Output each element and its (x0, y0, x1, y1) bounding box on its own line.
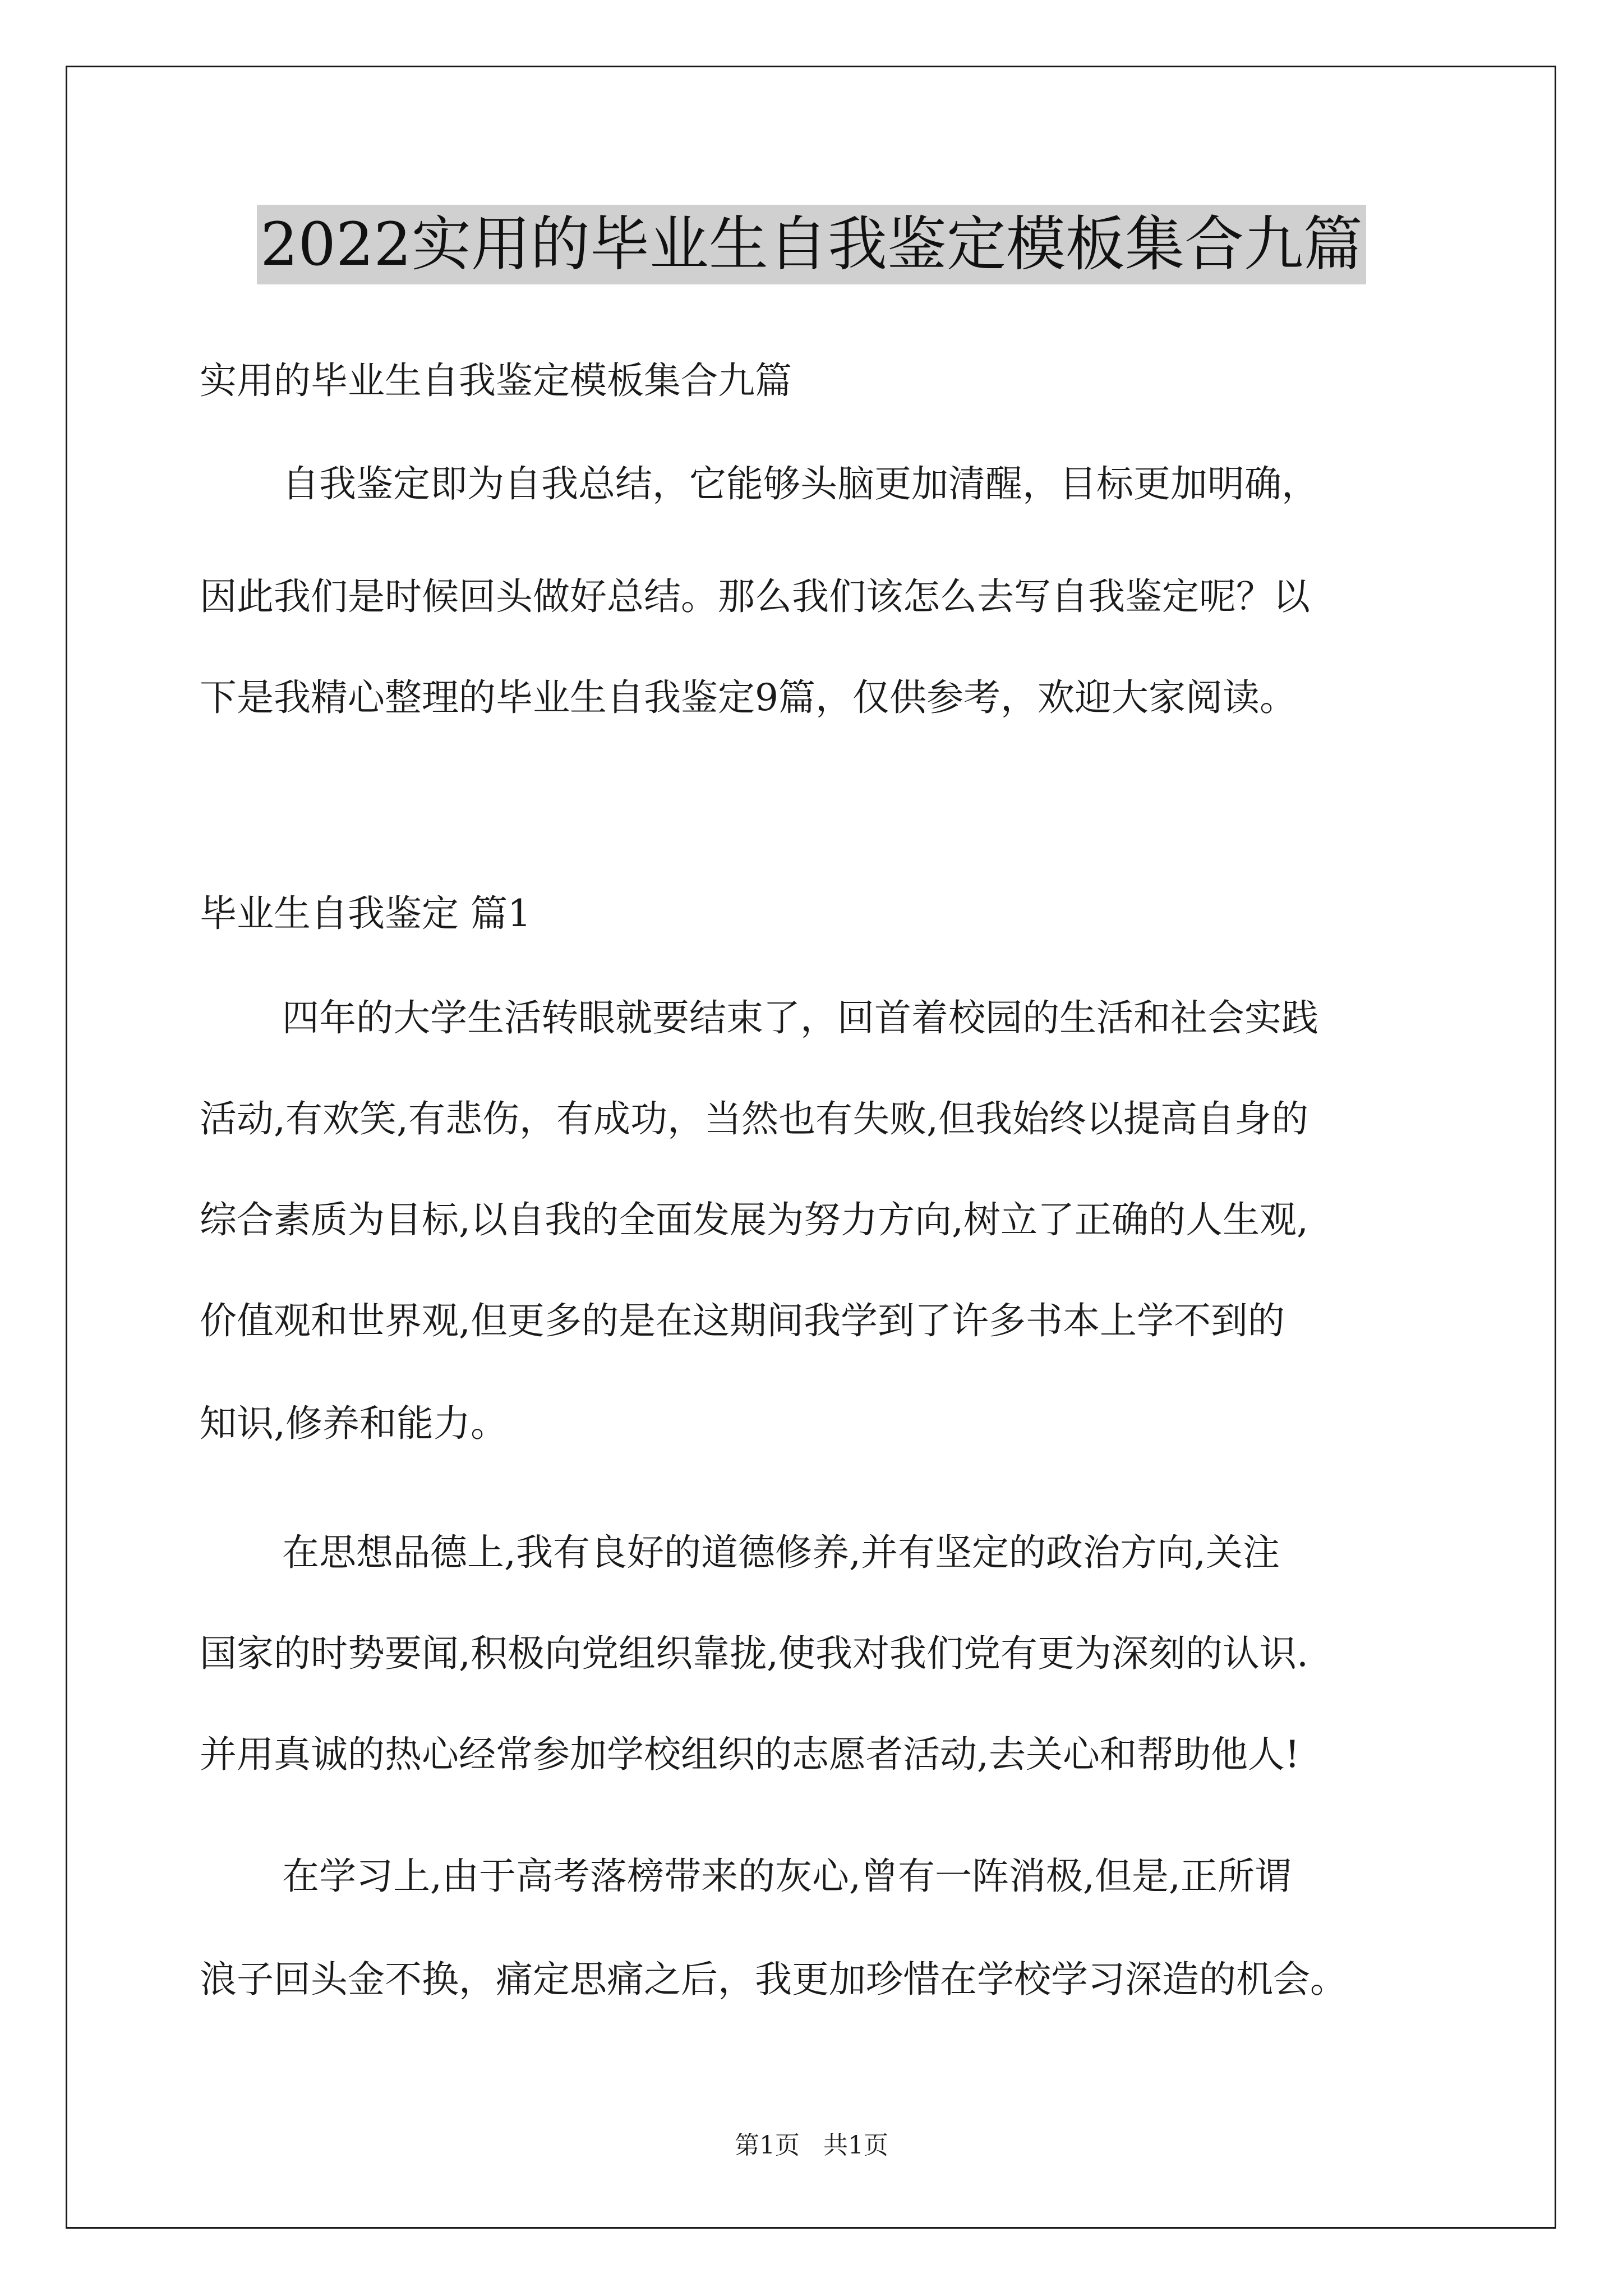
title-container (0, 205, 1623, 284)
para1-line-4: 价值观和世界观,但更多的是在这期间我学到了许多书本上学不到的 (200, 1299, 1285, 1342)
intro-line-1: 自我鉴定即为自我总结，它能够头脑更加清醒，目标更加明确， (282, 462, 1318, 505)
subtitle: 实用的毕业生自我鉴定模板集合九篇 (200, 359, 792, 402)
para3-line-1: 在学习上,由于高考落榜带来的灰心,曾有一阵消极,但是,正所谓 (282, 1855, 1292, 1898)
para2-line-2: 国家的时势要闻,积极向党组织靠拢,使我对我们党有更为深刻的认识. (200, 1632, 1308, 1675)
document-title: 2022实用的毕业生自我鉴定模板集合九篇 (257, 205, 1366, 284)
intro-line-2: 因此我们是时候回头做好总结。那么我们该怎么去写自我鉴定呢？以 (200, 575, 1310, 618)
para2-line-1: 在思想品德上,我有良好的道德修养,并有坚定的政治方向,关注 (282, 1531, 1280, 1574)
para1-line-1: 四年的大学生活转眼就要结束了，回首着校园的生活和社会实践 (282, 996, 1318, 1039)
para2-line-3: 并用真诚的热心经常参加学校组织的志愿者活动,去关心和帮助他人! (200, 1733, 1300, 1776)
para3-line-2: 浪子回头金不换，痛定思痛之后，我更加珍惜在学校学习深造的机会。 (200, 1958, 1347, 2001)
para1-line-5: 知识,修养和能力。 (200, 1402, 508, 1445)
intro-line-3: 下是我精心整理的毕业生自我鉴定9篇，仅供参考，欢迎大家阅读。 (200, 676, 1297, 719)
para1-line-3: 综合素质为目标,以自我的全面发展为努力方向,树立了正确的人生观, (200, 1198, 1308, 1241)
para1-line-2: 活动,有欢笑,有悲伤，有成功，当然也有失败,但我始终以提高自身的 (200, 1097, 1308, 1140)
section-heading: 毕业生自我鉴定 篇1 (200, 892, 531, 935)
page-number-footer: 第1页 共1页 (735, 2131, 888, 2160)
